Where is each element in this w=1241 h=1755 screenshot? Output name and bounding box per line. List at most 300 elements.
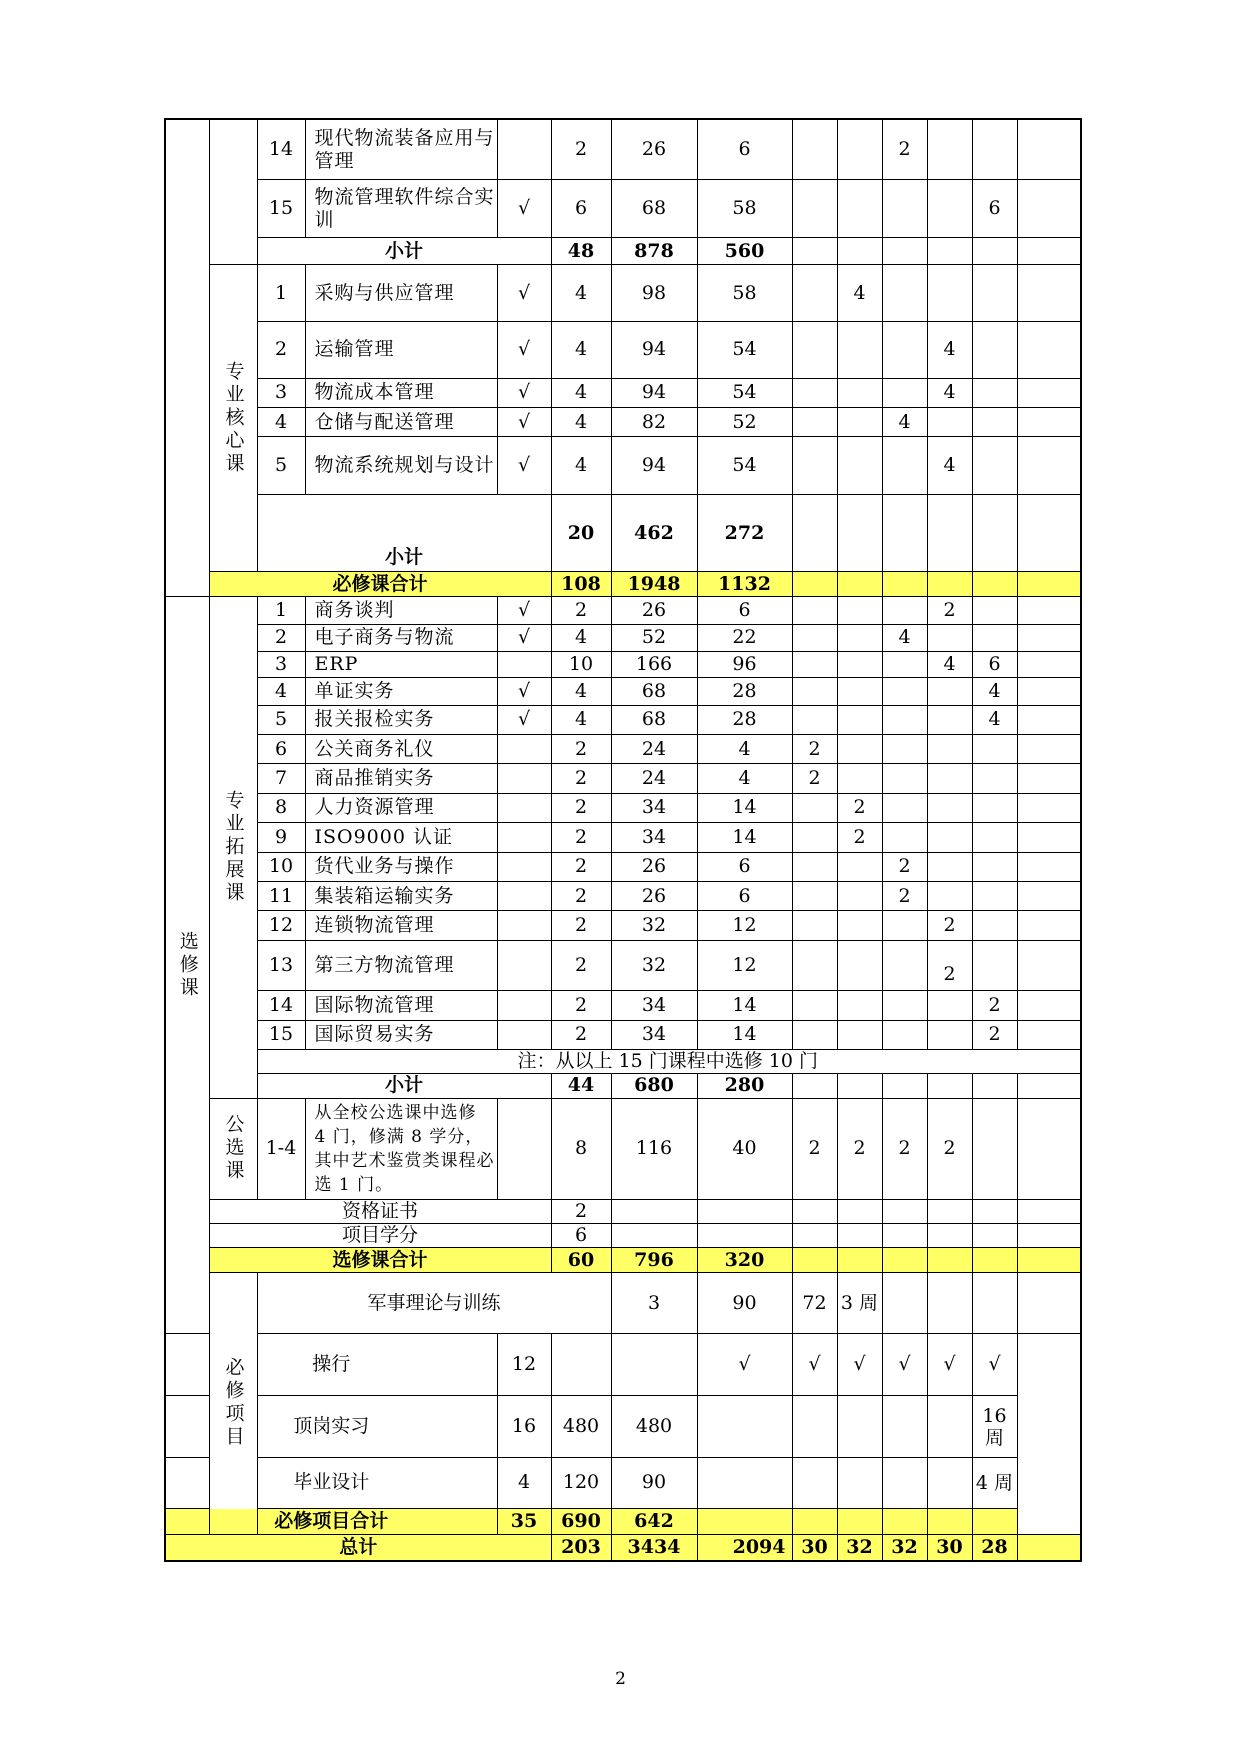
table-row: [165, 764, 1081, 793]
semester-2: 2: [837, 1098, 882, 1199]
course-name: 人力资源管理: [305, 793, 497, 822]
core-check: √: [497, 378, 551, 407]
table-row: [165, 705, 1081, 734]
semester-1: [792, 597, 837, 624]
total-hours: 878: [611, 237, 697, 264]
semester-3: [882, 652, 927, 678]
semester-2: 2: [837, 823, 882, 852]
semester-1: [792, 378, 837, 407]
table-row: [165, 378, 1081, 407]
course-name: 单证实务: [305, 678, 497, 705]
total-hours: 26: [611, 881, 697, 910]
semester-3: 32: [882, 1534, 927, 1561]
semester-3: [882, 735, 927, 764]
credit: 2: [551, 881, 611, 910]
table-row: [165, 265, 1081, 322]
semester-4: [927, 823, 972, 852]
total-hours: 34: [611, 793, 697, 822]
table-row: [165, 1272, 1081, 1334]
total-hours: 24: [611, 735, 697, 764]
total-hours: 24: [611, 764, 697, 793]
practice-hours: 52: [697, 408, 792, 437]
core-check: √: [497, 265, 551, 322]
credit: 4: [551, 437, 611, 495]
semester-1: [792, 322, 837, 379]
semester-6: [1017, 823, 1081, 852]
semester-4: [927, 852, 972, 881]
semester-3: [882, 180, 927, 238]
course-number: 11: [257, 881, 305, 910]
semester-5: 6: [972, 180, 1017, 238]
semester-2: [837, 378, 882, 407]
total-row: [165, 1508, 1081, 1534]
credit: 203: [551, 1534, 611, 1561]
elective-note: 注：从以上 15 门课程中选修 10 门: [257, 1049, 1081, 1073]
course-name: 货代业务与操作: [305, 852, 497, 881]
credit: 2: [551, 852, 611, 881]
core-check: [497, 881, 551, 910]
practice-hours: 28: [697, 678, 792, 705]
semester-4: 4: [927, 652, 972, 678]
course-name: 报关报检实务: [305, 705, 497, 734]
table-row: [165, 735, 1081, 764]
course-number: 4: [257, 408, 305, 437]
semester-6: [1017, 852, 1081, 881]
credit: 4: [551, 678, 611, 705]
credit: 108: [551, 572, 611, 597]
semester-6: [1017, 265, 1081, 322]
curriculum-table-sheet: [164, 118, 1080, 1562]
credit: 2: [551, 793, 611, 822]
semester-3: [882, 764, 927, 793]
semester-2: [837, 940, 882, 991]
core-check: √: [497, 322, 551, 379]
course-name: 第三方物流管理: [305, 940, 497, 991]
practice-hours: 28: [697, 705, 792, 734]
practice-hours: 12: [697, 940, 792, 991]
course-number: 12: [257, 911, 305, 940]
table-row: [165, 1224, 1081, 1248]
subtotal-row: [165, 1074, 1081, 1098]
semester-6: [1017, 705, 1081, 734]
core-check: [497, 940, 551, 991]
core-check: √: [497, 408, 551, 437]
course-name: 物流成本管理: [305, 378, 497, 407]
practice-hours: 90: [611, 1457, 697, 1508]
practice-hours: 14: [697, 1020, 792, 1049]
semester-4: [927, 265, 972, 322]
grand-total-row: [165, 1534, 1081, 1561]
semester-3: [882, 911, 927, 940]
course-number: 6: [257, 735, 305, 764]
course-name: 物流系统规划与设计: [305, 437, 497, 495]
semester-6: 16 周: [972, 1396, 1017, 1458]
table-row: [165, 322, 1081, 379]
course-number: 3: [257, 652, 305, 678]
semester-3: [882, 678, 927, 705]
core-check: [497, 793, 551, 822]
course-name: 国际物流管理: [305, 991, 497, 1020]
table-row: [165, 881, 1081, 910]
semester-5: [972, 437, 1017, 495]
semester-4: 4: [927, 437, 972, 495]
core-check: [497, 652, 551, 678]
total-hours: 690: [551, 1508, 611, 1534]
course-name: 商品推销实务: [305, 764, 497, 793]
total-hours: 462: [611, 495, 697, 572]
total-hours: 82: [611, 408, 697, 437]
practice-hours: 320: [697, 1248, 792, 1272]
semester-1: [792, 793, 837, 822]
total-hours: 68: [611, 705, 697, 734]
course-number: 1-4: [257, 1098, 305, 1199]
core-check: √: [497, 437, 551, 495]
semester-3: [882, 793, 927, 822]
practice-hours: 54: [697, 322, 792, 379]
table-row: [165, 940, 1081, 991]
practice-hours: 54: [697, 437, 792, 495]
table-row: [165, 652, 1081, 678]
course-number: 4: [257, 678, 305, 705]
credit: 2: [551, 940, 611, 991]
semester-5: [972, 940, 1017, 991]
semester-3: [882, 1020, 927, 1049]
course-name: ISO9000 认证: [305, 823, 497, 852]
course-name: 物流管理软件综合实训: [305, 180, 497, 238]
total-hours: 26: [611, 852, 697, 881]
semester-6: [1017, 322, 1081, 379]
item-label: 军事理论与训练: [257, 1272, 611, 1334]
subtotal-row: [165, 495, 1081, 572]
semester-4: 2: [927, 597, 972, 624]
practice-hours: 72: [792, 1272, 837, 1334]
semester-5: [972, 624, 1017, 651]
credit: 20: [551, 495, 611, 572]
course-number: 2: [257, 322, 305, 379]
credit: 12: [497, 1334, 551, 1396]
total-row: [165, 572, 1081, 597]
table-row: [165, 991, 1081, 1020]
semester-4: [927, 764, 972, 793]
semester-1: [792, 852, 837, 881]
semester-1: [792, 265, 837, 322]
semester-5: [972, 119, 1017, 180]
group-cell: [209, 119, 257, 265]
course-name: 国际贸易实务: [305, 1020, 497, 1049]
semester-5: [972, 735, 1017, 764]
practice-hours: 480: [611, 1396, 697, 1458]
credit: 4: [551, 705, 611, 734]
item-label: 操行: [165, 1334, 497, 1396]
total-hours: 94: [611, 378, 697, 407]
course-name: 电子商务与物流: [305, 624, 497, 651]
table-row: [165, 180, 1081, 238]
credit: 16: [497, 1396, 551, 1458]
category-label-elective: 选修课: [165, 597, 209, 1334]
semester-6: [1017, 793, 1081, 822]
core-check: [497, 852, 551, 881]
semester-2: 2: [837, 793, 882, 822]
total-hours: 166: [611, 652, 697, 678]
course-name: 运输管理: [305, 322, 497, 379]
group-label-expand: 专业拓展课: [209, 597, 257, 1098]
table-row: [165, 597, 1081, 624]
core-check: [497, 764, 551, 793]
semester-2: √: [792, 1334, 837, 1396]
semester-1: [792, 437, 837, 495]
semester-3: [882, 597, 927, 624]
semester-5: [972, 793, 1017, 822]
course-number: 15: [257, 180, 305, 238]
credit: 2: [551, 1020, 611, 1049]
semester-1: [792, 1020, 837, 1049]
semester-5: 28: [972, 1534, 1017, 1561]
credit: 4: [551, 408, 611, 437]
semester-5: 6: [972, 652, 1017, 678]
semester-3: [882, 437, 927, 495]
table-row: [165, 823, 1081, 852]
semester-3: 4: [882, 408, 927, 437]
semester-4: [927, 180, 972, 238]
credit: 4: [497, 1457, 551, 1508]
credit: 48: [551, 237, 611, 264]
group-label-core: 专业核心课: [209, 265, 257, 572]
semester-4: 2: [927, 1098, 972, 1199]
core-check: [497, 991, 551, 1020]
course-number: 3: [257, 378, 305, 407]
semester-5: 4: [972, 705, 1017, 734]
credit: 4: [551, 322, 611, 379]
core-check: √: [497, 678, 551, 705]
total-hours: 3434: [611, 1534, 697, 1561]
semester-2: [837, 597, 882, 624]
total-hours: 480: [551, 1396, 611, 1458]
practice-hours: 58: [697, 265, 792, 322]
semester-2: [837, 991, 882, 1020]
practice-hours: 280: [697, 1074, 792, 1098]
practice-hours: 6: [697, 881, 792, 910]
course-number: 9: [257, 823, 305, 852]
credit: 2: [551, 991, 611, 1020]
table-row: [165, 793, 1081, 822]
semester-5: [972, 378, 1017, 407]
semester-4: 4: [927, 378, 972, 407]
course-number: 13: [257, 940, 305, 991]
total-label: 必修项目合计: [165, 1508, 497, 1534]
semester-6: [1017, 1534, 1081, 1561]
semester-1: 2: [792, 735, 837, 764]
total-hours: 1948: [611, 572, 697, 597]
table-row: [165, 408, 1081, 437]
semester-4: √: [882, 1334, 927, 1396]
course-number: 7: [257, 764, 305, 793]
total-hours: 52: [611, 624, 697, 651]
total-hours: 796: [611, 1248, 697, 1272]
project-credit-label: 项目学分: [209, 1224, 551, 1248]
total-hours: 68: [611, 678, 697, 705]
practice-hours: 96: [697, 652, 792, 678]
table-row: [165, 1457, 1081, 1508]
semester-4: [927, 678, 972, 705]
practice-hours: 54: [697, 378, 792, 407]
table-row: [165, 1199, 1081, 1223]
core-check: [497, 735, 551, 764]
practice-hours: 4: [697, 735, 792, 764]
course-name: 现代物流装备应用与管理: [305, 119, 497, 180]
semester-4: [927, 119, 972, 180]
semester-1: [792, 991, 837, 1020]
practice-hours: 272: [697, 495, 792, 572]
course-number: 1: [257, 265, 305, 322]
core-check: [497, 119, 551, 180]
total-hours: 34: [611, 991, 697, 1020]
semester-6: [1017, 408, 1081, 437]
semester-5: [972, 597, 1017, 624]
semester-2: [837, 911, 882, 940]
semester-5: [972, 881, 1017, 910]
course-name: ERP: [305, 652, 497, 678]
semester-2: [837, 322, 882, 379]
semester-6: [1017, 1020, 1081, 1049]
credit: 6: [551, 180, 611, 238]
credit: 4: [551, 624, 611, 651]
semester-4: 4: [927, 322, 972, 379]
semester-1: [792, 119, 837, 180]
subtotal-label: 小计: [257, 495, 551, 572]
table-row: [165, 911, 1081, 940]
semester-3: [882, 940, 927, 991]
total-hours: 32: [611, 911, 697, 940]
course-name: 集装箱运输实务: [305, 881, 497, 910]
table-row: [165, 437, 1081, 495]
total-hours: 94: [611, 437, 697, 495]
semester-4: [927, 1020, 972, 1049]
semester-1: [792, 180, 837, 238]
core-check: √: [497, 705, 551, 734]
semester-1: 30: [792, 1534, 837, 1561]
semester-3: 2: [882, 1098, 927, 1199]
total-hours: 26: [611, 597, 697, 624]
total-hours: 68: [611, 180, 697, 238]
semester-5: √: [927, 1334, 972, 1396]
note-row: [165, 1049, 1081, 1073]
table-row: [165, 1098, 1081, 1199]
core-check: [497, 911, 551, 940]
semester-2: 4: [837, 265, 882, 322]
semester-1: 2: [792, 764, 837, 793]
total-hours: 120: [551, 1457, 611, 1508]
semester-5: [972, 265, 1017, 322]
subtotal-label: 小计: [257, 1074, 551, 1098]
semester-1: [792, 652, 837, 678]
credit: 44: [551, 1074, 611, 1098]
table-row: [165, 119, 1081, 180]
semester-3: [882, 991, 927, 1020]
semester-1: [792, 705, 837, 734]
semester-1: [792, 624, 837, 651]
semester-6: [1017, 624, 1081, 651]
semester-4: [927, 793, 972, 822]
semester-3: 2: [882, 881, 927, 910]
semester-2: [837, 735, 882, 764]
credit: 2: [551, 119, 611, 180]
total-hours: 98: [611, 265, 697, 322]
course-name: 公关商务礼仪: [305, 735, 497, 764]
item-label: 毕业设计: [165, 1457, 497, 1508]
course-number: 8: [257, 793, 305, 822]
semester-3: [882, 322, 927, 379]
category-label-required-items: 必修项目: [209, 1272, 257, 1534]
practice-hours: 14: [697, 793, 792, 822]
semester-4: [927, 408, 972, 437]
credit: 2: [551, 764, 611, 793]
semester-5: [972, 322, 1017, 379]
practice-hours: 14: [697, 823, 792, 852]
grand-total-label: 总计: [165, 1534, 551, 1561]
credit: 3: [611, 1272, 697, 1334]
course-number: 5: [257, 705, 305, 734]
semester-2: [837, 624, 882, 651]
curriculum-table: [164, 118, 1082, 1562]
table-row: [165, 1396, 1081, 1458]
practice-hours: 560: [697, 237, 792, 264]
course-name: 仓储与配送管理: [305, 408, 497, 437]
course-number: 5: [257, 437, 305, 495]
course-number: 1: [257, 597, 305, 624]
semester-2: [837, 852, 882, 881]
semester-1: [792, 881, 837, 910]
semester-5: [972, 852, 1017, 881]
semester-4: [927, 705, 972, 734]
semester-2: [837, 652, 882, 678]
practice-hours: 14: [697, 991, 792, 1020]
semester-3: [882, 265, 927, 322]
credit: 60: [551, 1248, 611, 1272]
semester-6: [1017, 119, 1081, 180]
semester-1: [792, 911, 837, 940]
practice-hours: 40: [697, 1098, 792, 1199]
semester-3: √: [837, 1334, 882, 1396]
semester-6: 4 周: [972, 1457, 1017, 1508]
semester-4: 30: [927, 1534, 972, 1561]
semester-2: [837, 408, 882, 437]
semester-4: [927, 991, 972, 1020]
semester-2: [837, 180, 882, 238]
course-name: 采购与供应管理: [305, 265, 497, 322]
credit: 4: [551, 265, 611, 322]
practice-hours: 2094: [697, 1534, 792, 1561]
credit: 35: [497, 1508, 551, 1534]
semester-3: [882, 378, 927, 407]
semester-5: [972, 408, 1017, 437]
semester-5: 4: [972, 678, 1017, 705]
credit: 4: [551, 378, 611, 407]
semester-6: [1017, 652, 1081, 678]
semester-6: [1017, 735, 1081, 764]
table-row: [165, 1020, 1081, 1049]
total-hours: 90: [697, 1272, 792, 1334]
total-row: [165, 1248, 1081, 1272]
semester-2: [837, 881, 882, 910]
semester-3: 2: [882, 852, 927, 881]
practice-hours: 642: [611, 1508, 697, 1534]
item-label: 顶岗实习: [165, 1396, 497, 1458]
subtotal-row: [165, 237, 1081, 264]
subtotal-label: 小计: [257, 237, 551, 264]
semester-2: [837, 678, 882, 705]
credit: 10: [551, 652, 611, 678]
course-number: 10: [257, 852, 305, 881]
